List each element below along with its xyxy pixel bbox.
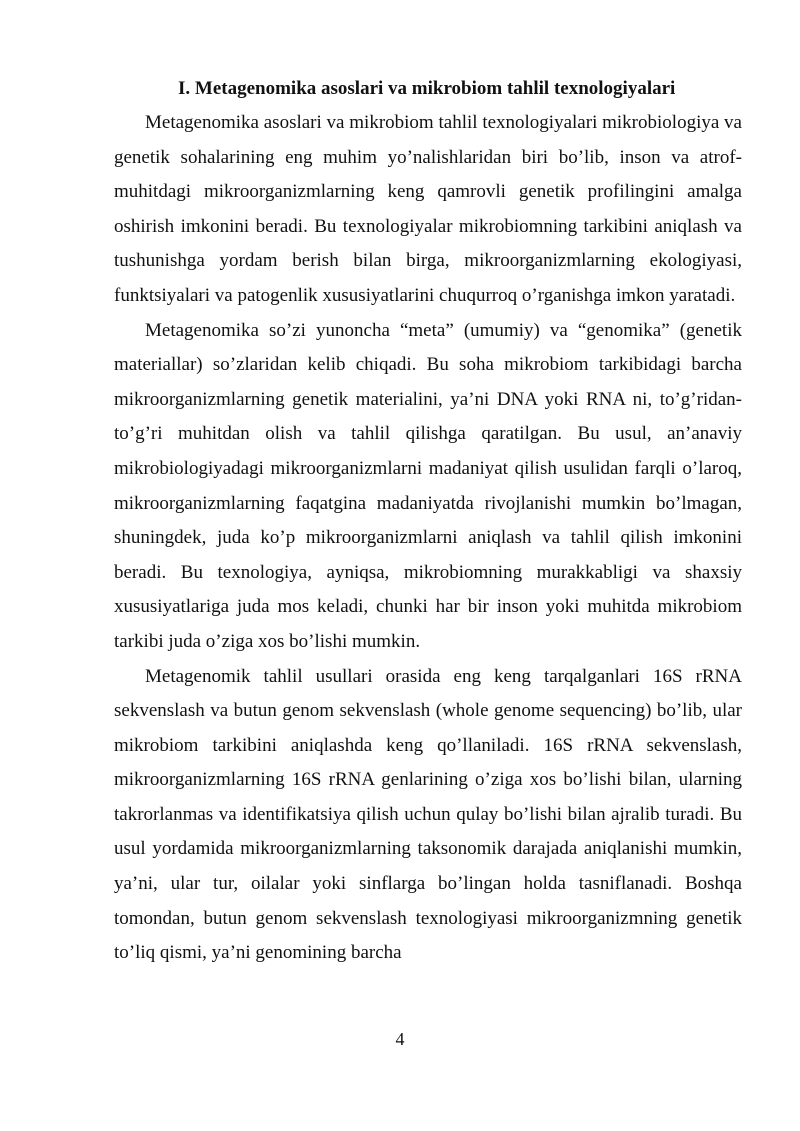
paragraph-intro: Metagenomika asoslari va mikrobiom tahlil texnologiyalari mikrobiologiya va genetik sohalarining eng muhim yo’nalishlaridan biri bo’lib, inson va atrof-muhitdagi mikroorganizmlarning keng qamrovli genetik profilingini amalga oshirish imkonini beradi. Bu texnologiyalar mikrobiomning tarkibini aniqlash va tushunishga yordam berish bilan birga, mikroorganizmlarning ekologiyasi, funktsiyalari va patogenlik xususiyatlarini chuqurroq o’rganishga imkon yaratadi. xyxy=(114,112,742,306)
page-content xyxy=(114,74,742,971)
paragraph-methods: Metagenomik tahlil usullari orasida eng keng tarqalganlari 16S rRNA sekvenslash va butun genom sekvenslash (whole genome sequencing) bo’lib, ular mikrobiom tarkibini aniqlashda keng qo’llaniladi. 16S rRNA sekvenslash, mikroorganizmlarning 16S rRNA genlarining o’ziga xos bo’lishi bilan, ularning takrorlanmas va identifikatsiya qilish uchun qulay bo’lishi bilan ajralib turadi. Bu usul yordamida mikroorganizmlarning taksonomik darajada aniqlanishi mumkin, ya’ni, ular tur, oilalar yoki sinflarga bo’lingan holda tasniflanadi. Boshqa tomondan, butun genom sekvenslash texnologiyasi mikroorganizmning genetik to’liq qismi, ya’ni genomining barcha xyxy=(114,665,742,964)
paragraph-definition: Metagenomika so’zi yunoncha “meta” (umumiy) va “genomika” (genetik materiallar) so’zlaridan kelib chiqadi. Bu soha mikrobiom tarkibidagi barcha mikroorganizmlarning genetik materialini, ya’ni DNA yoki RNA ni, to’g’ridan-to’g’ri muhitdan olish va tahlil qilishga qaratilgan. Bu usul, an’anaviy mikrobiologiyadagi mikroorganizmlarni madaniyat qilish usulidan farqli o’laroq, mikroorganizmlarning faqatgina madaniyatda rivojlanishi mumkin bo’lmagan, shuningdek, juda ko’p mikroorganizmlarni aniqlash va tahlil qilish imkonini beradi. Bu texnologiya, ayniqsa, mikrobiomning murakkabligi va shaxsiy xususiyatlariga juda mos keladi, chunki har bir inson yoki muhitda mikrobiom tarkibi juda o’ziga xos bo’lishi mumkin. xyxy=(114,319,742,652)
section-heading: I. Metagenomika asoslari va mikrobiom tahlil texnologiyalari xyxy=(178,78,676,99)
page-number: 4 xyxy=(395,1029,405,1049)
